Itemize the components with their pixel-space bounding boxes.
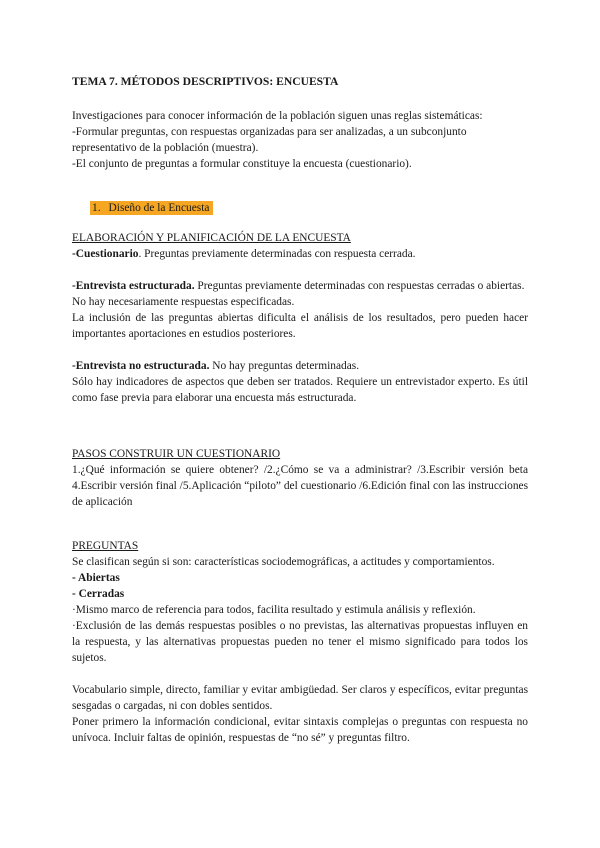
estructurada-line-2: No hay necesariamente respuestas especificadas.: [72, 296, 295, 308]
no-estructurada-paragraph: [72, 358, 528, 374]
estructurada-paragraph: [72, 278, 528, 294]
cerradas-label: [72, 586, 528, 602]
intro-line-2: -Formular preguntas, con respuestas organizadas para ser analizadas, a un subconjunto representativo de la población (muestra).: [72, 126, 467, 154]
preguntas-item-1: ·Mismo marco de referencia para todos, facilita resultado y estimula análisis y reflexión.: [72, 604, 476, 616]
abiertas-text: - Abiertas: [72, 572, 120, 584]
no-estructurada-term: -Entrevista no estructurada.: [72, 360, 210, 372]
estructurada-text: Preguntas previamente determinadas con respuestas cerradas o abiertas.: [194, 280, 525, 292]
cuestionario-text: . Preguntas previamente determinadas con respuesta cerrada.: [138, 248, 416, 260]
abiertas-label: [72, 570, 528, 586]
preguntas-item-2: ·Exclusión de las demás respuestas posibles o no previstas, las alternativas propuestas influyen en la respuesta, y las alternativas propuestas pueden no tener el mismo significado para todos los sujetos.: [72, 620, 528, 664]
preguntas-paragraph-1: Vocabulario simple, directo, familiar y evitar ambigüedad. Ser claros y específicos, evitar preguntas sesgadas o cargadas, ni con dobles sentidos.: [72, 684, 528, 712]
cuestionario-paragraph: [72, 246, 528, 262]
no-estructurada-line-2: Sólo hay indicadores de aspectos que deben ser tratados. Requiere un entrevistador experto. Es útil como fase previa para elaborar una encuesta más estructurada.: [72, 376, 528, 404]
pasos-text: 1.¿Qué información se quiere obtener? /2.¿Cómo se va a administrar? /3.Escribir versión beta 4.Escribir versión final /5.Aplicación “piloto” del cuestionario /6.Edición final con las instrucciones de aplicación: [72, 464, 528, 508]
estructurada-term: -Entrevista estructurada.: [72, 280, 195, 292]
estructurada-line-3: La inclusión de las preguntas abiertas dificulta el análisis de los resultados, pero pueden hacer importantes aportaciones en estudios posteriores.: [72, 312, 528, 340]
preguntas-line-1: Se clasifican según si son: características sociodemográficas, a actitudes y comportamientos.: [72, 556, 495, 568]
intro-line-1: Investigaciones para conocer información de la población siguen unas reglas sistemáticas:: [72, 110, 483, 122]
section-heading-diseno: [90, 200, 528, 216]
preguntas-paragraph-2: Poner primero la información condicional, evitar sintaxis complejas o preguntas con respuesta no unívoca. Incluir faltas de opinión, respuestas de “no sé” y preguntas filtro.: [72, 716, 528, 744]
document-title: TEMA 7. MÉTODOS DESCRIPTIVOS: ENCUESTA: [72, 75, 339, 88]
section-highlight: [90, 201, 213, 215]
section-number: 1.: [92, 202, 101, 214]
pasos-heading: PASOS CONSTRUIR UN CUESTIONARIO: [72, 448, 281, 460]
preguntas-heading: PREGUNTAS: [72, 540, 139, 552]
section-label: Diseño de la Encuesta: [108, 202, 210, 214]
intro-line-3: -El conjunto de preguntas a formular constituye la encuesta (cuestionario).: [72, 158, 412, 170]
document-page: [72, 74, 528, 746]
cerradas-text: - Cerradas: [72, 588, 125, 600]
cuestionario-term: -Cuestionario: [72, 248, 139, 260]
no-estructurada-text: No hay preguntas determinadas.: [209, 360, 360, 372]
elaboracion-heading: ELABORACIÓN Y PLANIFICACIÓN DE LA ENCUESTA: [72, 232, 351, 244]
